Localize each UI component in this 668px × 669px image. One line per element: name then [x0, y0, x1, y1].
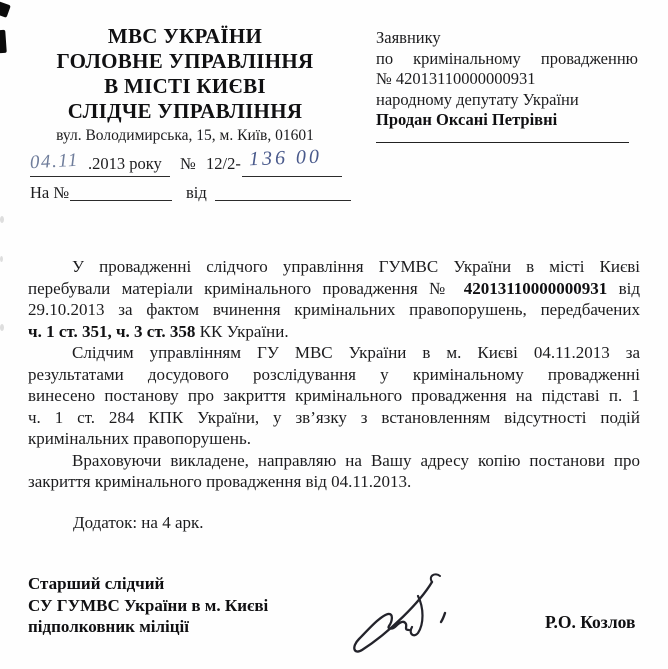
reply-reference-line [28, 183, 368, 207]
number-sign: № [180, 154, 196, 173]
addressee-line: по кримінальному провадженню [376, 48, 638, 68]
addressee-line: Продан Оксані Петрівні [376, 110, 558, 129]
body-text: кримінальних правопорушень. [28, 429, 251, 448]
letterhead-line: СЛІДЧЕ УПРАВЛІННЯ [67, 99, 303, 123]
number-underline [242, 176, 342, 177]
body-bold-text: ч. 1 ст. 351, ч. 3 ст. 358 [28, 321, 196, 341]
body-text: КК України. [195, 321, 289, 341]
letterhead-line: ГОЛОВНЕ УПРАВЛІННЯ [56, 49, 314, 73]
signer-position-line: Старший слідчий [28, 574, 165, 593]
body-line [28, 321, 640, 343]
body-line [28, 428, 640, 450]
body-text: результатами досудового розслідування у кримінальному провадженні [28, 364, 640, 384]
letterhead-line: МВС УКРАЇНИ [107, 24, 263, 48]
body-line [28, 471, 640, 493]
body-paragraphs [28, 256, 640, 493]
addressee-underline [376, 142, 629, 143]
body-text: У провадженні слідчого управління ГУМВС України в місті Києві [72, 257, 640, 276]
year-label: .2013 року [88, 154, 162, 173]
body-line [28, 407, 640, 429]
body-text: винесено постанову про закриття кримінального провадження на підставі п. 1 [28, 386, 640, 405]
vid-label: від [186, 183, 207, 202]
date-underline [30, 176, 170, 177]
signer-position-line: СУ ГУМВС України в м. Києві [28, 595, 269, 615]
body-line [28, 385, 640, 407]
body-text: Слідчим управлінням ГУ МВС України в м. Києві 04.11.2013 за [72, 343, 640, 362]
body-bold-text: 42013110000000931 [463, 278, 608, 298]
addressee-block [376, 28, 638, 143]
body-line [28, 299, 640, 321]
body-text: перебували матеріали кримінального провадження № [28, 278, 464, 298]
attachment-line: Додаток: на 4 арк. [73, 513, 204, 532]
body-line [28, 256, 640, 278]
scan-smudge [0, 256, 3, 262]
vid-blank [215, 200, 351, 201]
signer-position-line: підполковник міліції [28, 617, 189, 636]
body-text: Враховуючи викладене, направляю на Вашу адресу копію постанови про [72, 450, 640, 470]
scan-smudge [0, 324, 4, 331]
signer-name: Р.О. Козлов [545, 612, 636, 632]
body-line [28, 278, 640, 300]
scan-artifact [0, 1, 11, 18]
handwritten-signature [332, 560, 462, 660]
handwritten-number: 136 00 [248, 145, 323, 171]
signer-position-lines [28, 573, 268, 638]
body-text: 29.10.2013 за фактом вчинення кримінальних правопорушень, передбачених [28, 300, 640, 319]
na-number-blank [70, 200, 172, 201]
letterhead [24, 24, 346, 145]
addressee-lines [376, 28, 638, 131]
letterhead-lines [24, 24, 346, 124]
body-line [28, 364, 640, 386]
scan-artifact [0, 30, 7, 54]
addressee-line: Заявнику [376, 28, 441, 47]
number-prefix: 12/2- [206, 154, 241, 173]
body-line [28, 450, 640, 472]
body-text: закриття кримінального провадження від 04.11.2013. [28, 472, 412, 491]
letterhead-line: В МІСТІ КИЄВІ [104, 74, 266, 98]
body-text: від [607, 278, 640, 298]
letterhead-address: вул. Володимирська, 15, м. Київ, 01601 [56, 127, 314, 144]
addressee-line: народному депутату України [376, 89, 579, 109]
handwritten-date: 04.11 [29, 149, 80, 174]
na-number-label: На № [30, 183, 70, 202]
addressee-line: № 42013110000000931 [376, 69, 536, 88]
body-text: ч. 1 ст. 284 КПК України, у зв’язку з встановленням відсутності подій [28, 407, 640, 427]
scan-smudge [0, 216, 4, 223]
body-line [28, 342, 640, 364]
reference-line [28, 145, 368, 182]
